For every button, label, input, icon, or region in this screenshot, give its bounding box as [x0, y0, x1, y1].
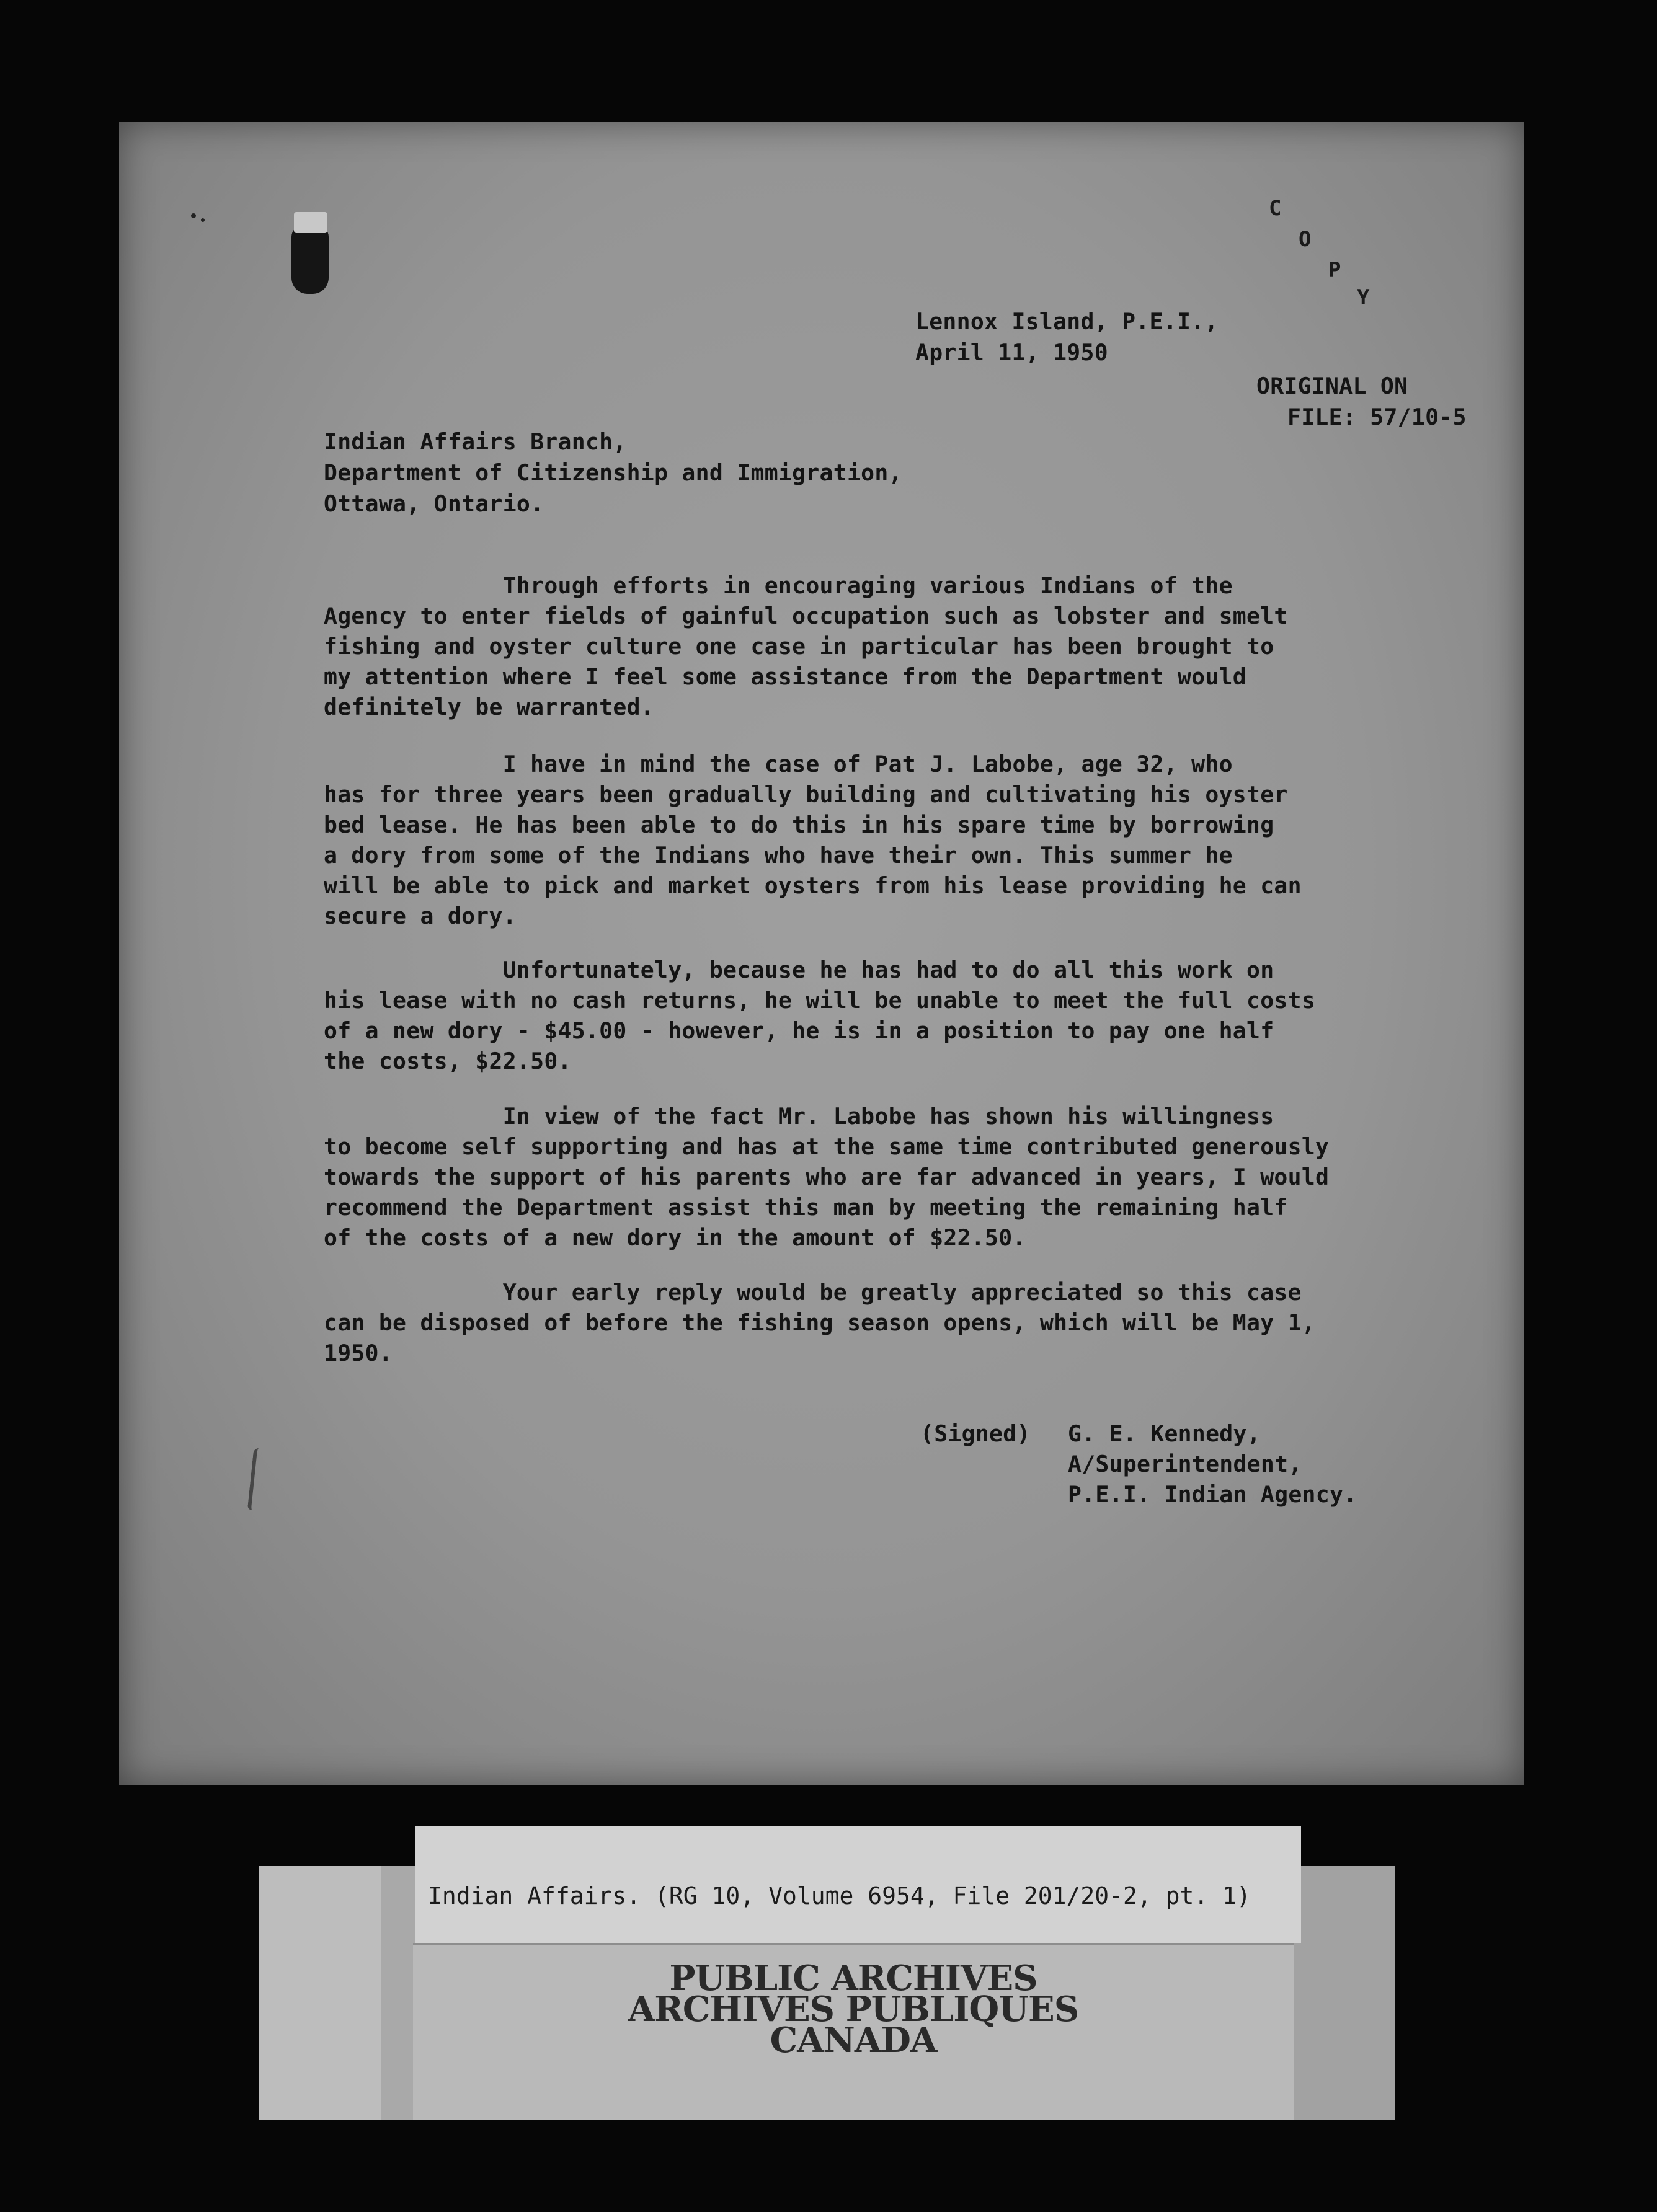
copy-letter: P: [1328, 258, 1341, 283]
addressee-line: Department of Citizenship and Immigration,: [324, 459, 902, 486]
body-line: has for three years been gradually building and cultivating his oyster: [324, 781, 1288, 808]
body-line: recommend the Department assist this man by meeting the remaining half: [324, 1194, 1288, 1221]
punch-hole: [291, 226, 329, 294]
body-line: Your early reply would be greatly appreciated so this case: [324, 1279, 1302, 1306]
body-line: Unfortunately, because he has had to do all this work on: [324, 957, 1274, 983]
signatory-agency: P.E.I. Indian Agency.: [1068, 1481, 1357, 1508]
body-line: of a new dory - $45.00 - however, he is in a position to pay one half: [324, 1017, 1274, 1044]
stamp-line: CANADA: [770, 2020, 937, 2061]
public-archives-stamp: [413, 1958, 1294, 2061]
file-number: FILE: 57/10-5: [1287, 404, 1467, 430]
copy-letter: Y: [1357, 285, 1370, 310]
body-line: will be able to pick and market oysters from his lease providing he can: [324, 872, 1302, 899]
body-line: his lease with no cash returns, he will be unable to meet the full costs: [324, 987, 1316, 1014]
body-line: fishing and oyster culture one case in particular has been brought to: [324, 633, 1274, 660]
signed-note: (Signed): [920, 1420, 1031, 1447]
addressee-line: Ottawa, Ontario.: [324, 490, 544, 517]
body-line: of the costs of a new dory in the amount of $22.50.: [324, 1224, 1026, 1251]
body-line: Through efforts in encouraging various Indians of the: [324, 572, 1233, 599]
body-line: secure a dory.: [324, 903, 517, 929]
body-line: In view of the fact Mr. Labobe has shown his willingness: [324, 1103, 1274, 1130]
body-line: my attention where I feel some assistance from the Department would: [324, 663, 1247, 690]
body-line: bed lease. He has been able to do this in his spare time by borrowing: [324, 812, 1274, 838]
body-line: I have in mind the case of Pat J. Labobe, age 32, who: [324, 751, 1233, 777]
archive-reference: Indian Affairs. (RG 10, Volume 6954, File 201/20-2, pt. 1): [428, 1882, 1251, 1909]
body-line: definitely be warranted.: [324, 694, 655, 720]
stamp-line: ARCHIVES PUBLIQUES: [628, 1989, 1079, 2030]
copy-stamp: [119, 122, 1524, 310]
signatory-name: G. E. Kennedy,: [1068, 1420, 1261, 1447]
body-line: 1950.: [324, 1340, 393, 1366]
dust-speck: [201, 218, 205, 222]
body-line: towards the support of his parents who are far advanced in years, I would: [324, 1164, 1330, 1190]
original-on-note: ORIGINAL ON: [1256, 373, 1408, 399]
letter-page: [119, 122, 1524, 1785]
body-line: a dory from some of the Indians who have their own. This summer he: [324, 842, 1233, 869]
letter-date: April 11, 1950: [915, 339, 1108, 366]
signatory-title: A/Superintendent,: [1068, 1451, 1302, 1477]
dust-speck: [191, 213, 196, 218]
letter-place: Lennox Island, P.E.I.,: [915, 308, 1219, 335]
body-line: the costs, $22.50.: [324, 1048, 572, 1074]
addressee-line: Indian Affairs Branch,: [324, 428, 627, 455]
copy-letter: O: [1299, 227, 1312, 252]
body-line: to become self supporting and has at the same time contributed generously: [324, 1133, 1330, 1160]
card-edge-left: [259, 1866, 381, 2120]
archive-stamp-strip: [413, 1943, 1294, 2120]
copy-letter: C: [1269, 196, 1282, 221]
archive-reference-label: [415, 1826, 1301, 1943]
stamp-line: PUBLIC ARCHIVES: [669, 1958, 1037, 1999]
body-line: can be disposed of before the fishing season opens, which will be May 1,: [324, 1309, 1316, 1336]
body-line: Agency to enter fields of gainful occupation such as lobster and smelt: [324, 603, 1288, 629]
handwritten-margin-mark: [247, 1448, 301, 1510]
